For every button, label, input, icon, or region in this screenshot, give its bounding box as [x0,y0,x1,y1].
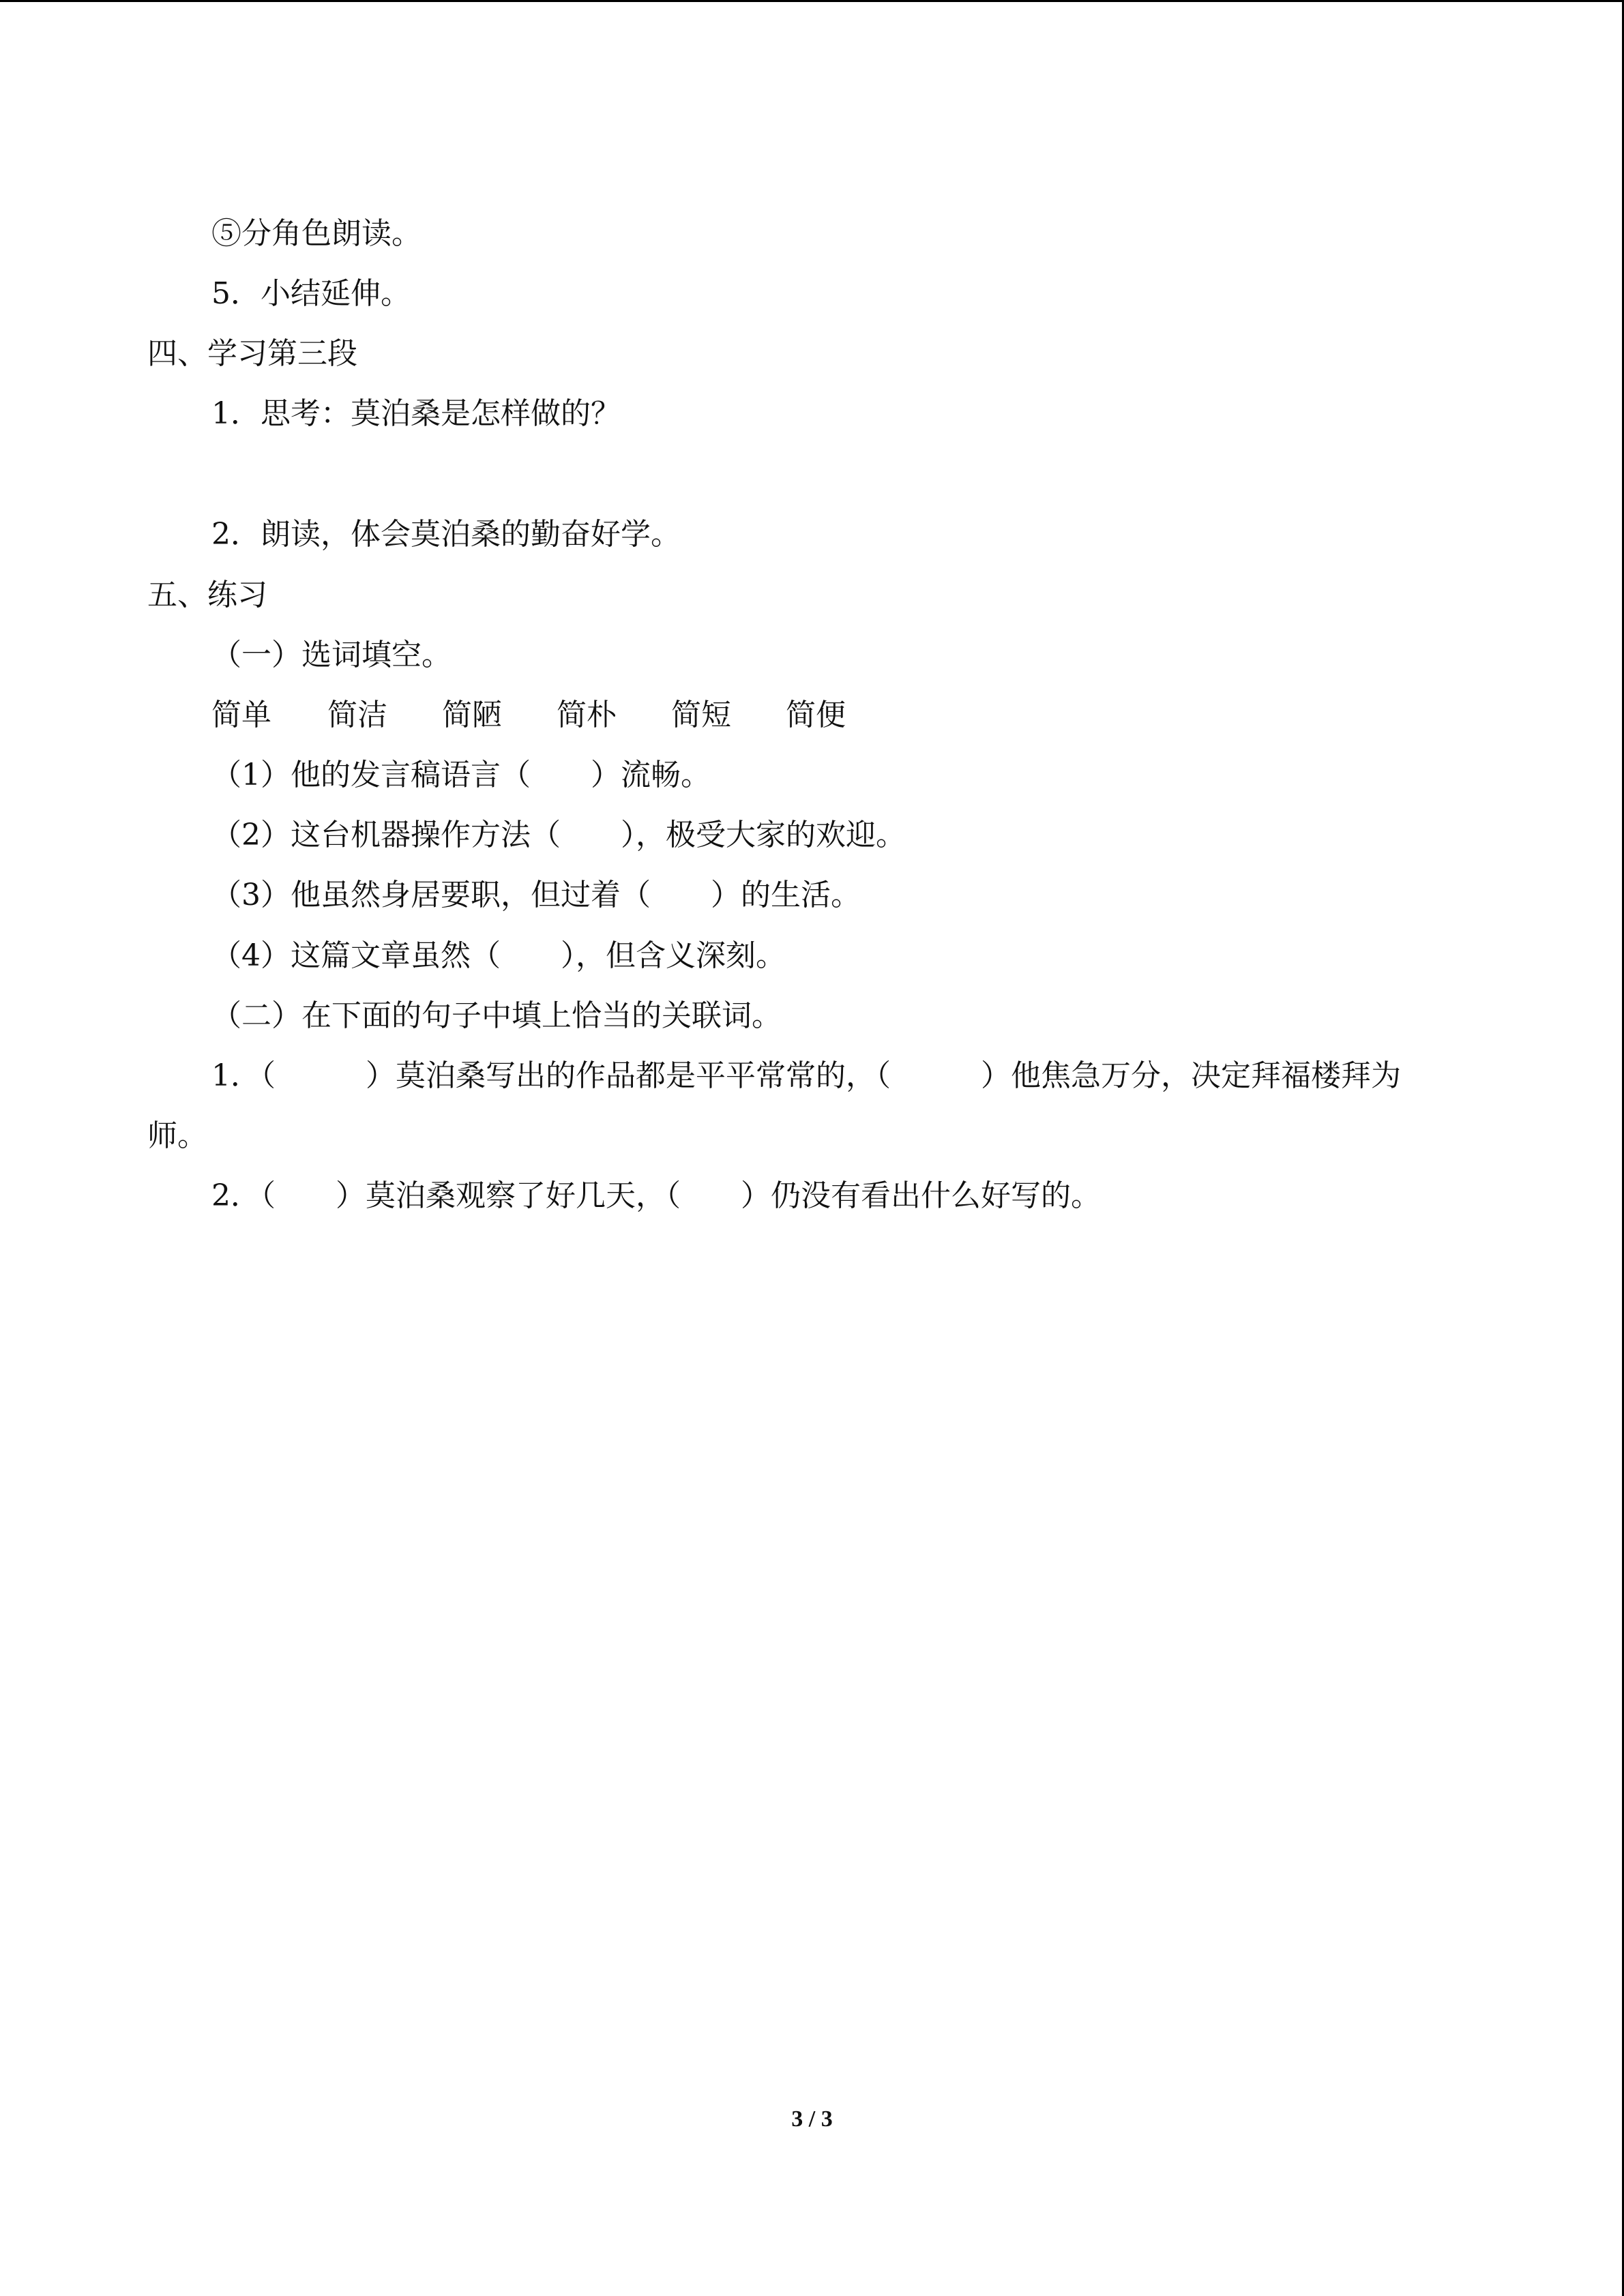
word-bank-item: 简朴 [557,698,617,732]
fill-blank-item-1: （1）他的发言稿语言（ ）流畅。 [211,758,711,792]
page-number: 3 / 3 [791,2106,833,2132]
text-line-summary: 5．小结延伸。 [211,276,411,311]
conjunction-item-2: 2．（ ）莫泊桑观察了好几天，（ ）仍没有看出什么好写的。 [211,1178,1101,1213]
fill-blank-item-3: （3）他虽然身居要职，但过着（ ）的生活。 [211,878,861,912]
word-bank-item: 简陋 [442,698,502,732]
exercise-heading-1: （一）选词填空。 [211,638,452,672]
word-bank-item: 简便 [786,698,846,732]
exercise-heading-2: （二）在下面的句子中填上恰当的关联词。 [211,998,782,1033]
word-bank-item: 简单 [211,698,271,732]
section-heading-5: 五、练习 [147,578,267,612]
conjunction-item-1: 1．（ ）莫泊桑写出的作品都是平平常常的，（ ）他焦急万分，决定拜福楼拜为 [211,1058,1401,1093]
fill-blank-item-4: （4）这篇文章虽然（ ），但含义深刻。 [211,938,786,973]
text-line-role-reading: ⑤分角色朗读。 [211,216,422,251]
conjunction-item-1-continued: 师。 [147,1118,207,1153]
section-heading-4: 四、学习第三段 [147,336,357,371]
text-line-think: 1．思考：莫泊桑是怎样做的？ [211,396,621,431]
fill-blank-item-2: （2）这台机器操作方法（ ），极受大家的欢迎。 [211,818,906,852]
word-bank-item: 简短 [671,698,731,732]
text-line-read-aloud: 2．朗读，体会莫泊桑的勤奋好学。 [211,517,681,552]
word-bank-item: 简洁 [327,698,387,732]
